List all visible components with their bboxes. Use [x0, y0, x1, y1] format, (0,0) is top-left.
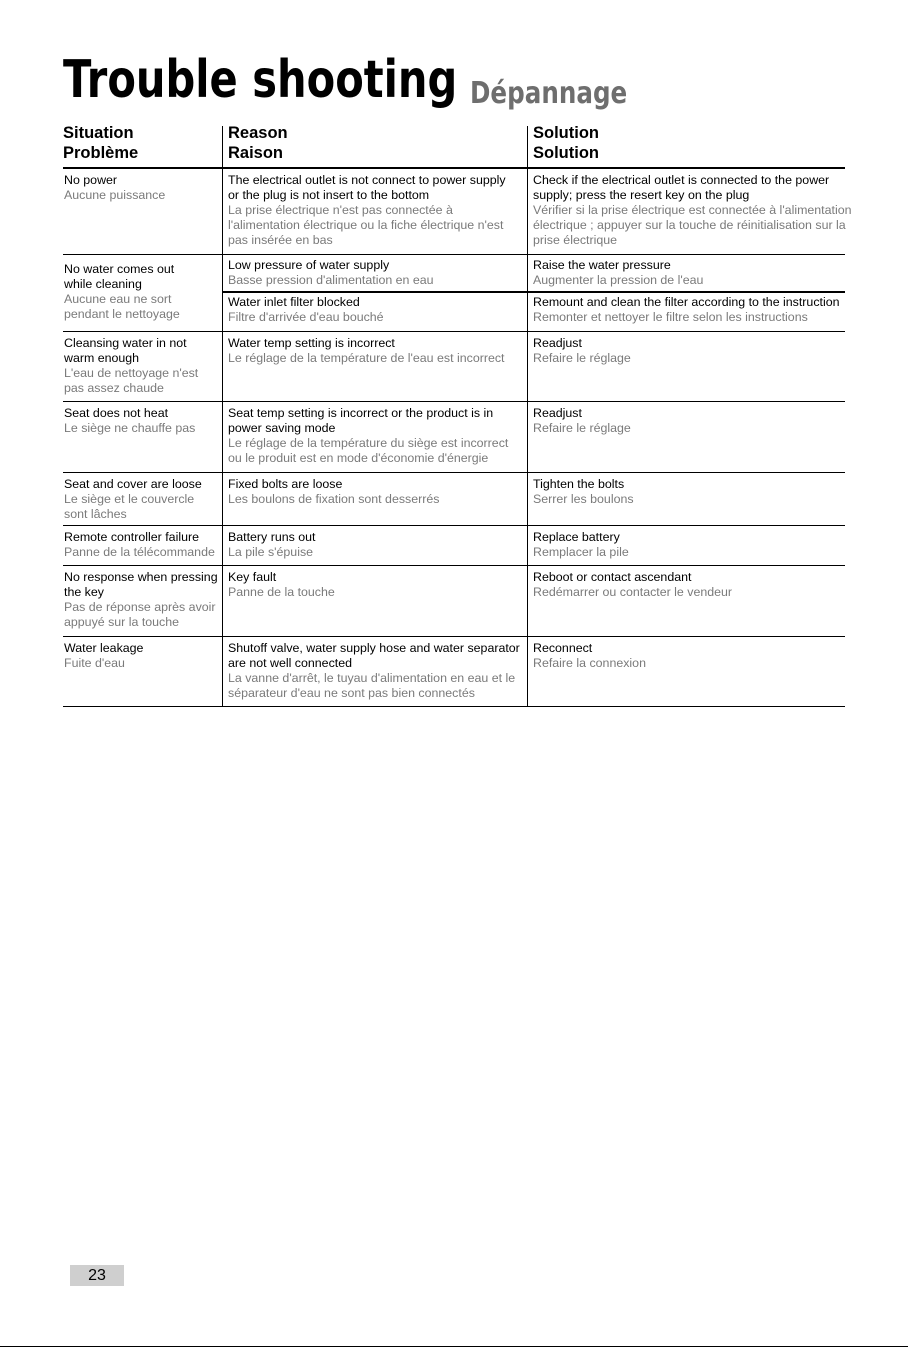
reason-fr: Basse pression d'alimentation en eau — [228, 273, 434, 287]
reason-en: Low pressure of water supply — [228, 258, 390, 272]
solution-en: Replace battery — [533, 530, 620, 544]
page-number: 23 — [70, 1265, 124, 1286]
situation-cell — [64, 570, 218, 630]
solution-fr: Augmenter la pression de l'eau — [533, 273, 704, 287]
row-rule — [63, 525, 845, 526]
situation-en: Seat and cover are loose — [64, 477, 202, 491]
reason-cell — [228, 530, 315, 560]
reason-cell — [228, 406, 508, 466]
row-rule — [63, 254, 845, 255]
situation-fr: Aucune puissance — [64, 188, 166, 202]
reason-cell — [228, 477, 439, 507]
solution-fr: Refaire la connexion — [533, 656, 646, 670]
row-rule — [63, 331, 845, 332]
solution-en: Check if the electrical outlet is connected to the power supply; press the resert key on the plug — [533, 173, 830, 202]
header-reason-fr: Raison — [228, 144, 284, 162]
header-reason — [228, 123, 288, 163]
header-solution-fr: Solution — [533, 144, 599, 162]
header-solution — [533, 123, 599, 163]
solution-en: Tighten the bolts — [533, 477, 625, 491]
column-divider-1 — [222, 126, 223, 707]
row-subrule — [222, 291, 845, 293]
situation-fr: Le siège ne chauffe pas — [64, 421, 196, 435]
reason-en: The electrical outlet is not connect to power supply or the plug is not insert to the bottom — [228, 173, 506, 202]
situation-cell — [64, 406, 195, 436]
solution-fr: Vérifier si la prise électrique est connectée à l'alimentation électrique ; appuyer sur la touche de réinitialisation sur la prise électrique — [533, 203, 852, 247]
solution-en: Reconnect — [533, 641, 593, 655]
situation-en: No water comes out while cleaning — [64, 262, 175, 291]
solution-en: Readjust — [533, 336, 582, 350]
reason-cell — [228, 641, 520, 701]
situation-fr: Panne de la télécommande — [64, 545, 215, 559]
reason-en: Battery runs out — [228, 530, 316, 544]
reason-en: Shutoff valve, water supply hose and water separator are not well connected — [228, 641, 520, 670]
solution-cell — [533, 641, 646, 671]
reason-en: Water inlet filter blocked — [228, 295, 360, 309]
reason-fr: La pile s'épuise — [228, 545, 314, 559]
reason-fr: Le réglage de la température de l'eau est incorrect — [228, 351, 505, 365]
solution-cell — [533, 295, 840, 325]
header-situation-fr: Problème — [63, 144, 139, 162]
title-english: Trouble shooting — [63, 50, 458, 110]
solution-en: Remount and clean the filter according to the instruction — [533, 295, 840, 309]
row-rule — [63, 565, 845, 566]
solution-fr: Serrer les boulons — [533, 492, 634, 506]
column-divider-2 — [527, 126, 528, 707]
reason-en: Key fault — [228, 570, 277, 584]
reason-en: Fixed bolts are loose — [228, 477, 343, 491]
row-rule — [63, 636, 845, 637]
solution-fr: Redémarrer ou contacter le vendeur — [533, 585, 733, 599]
page-bottom-rule — [0, 1346, 908, 1347]
reason-fr: Filtre d'arrivée d'eau bouché — [228, 310, 384, 324]
solution-cell — [533, 570, 732, 600]
reason-fr: La vanne d'arrêt, le tuyau d'alimentation en eau et le séparateur d'eau ne sont pas bien connectés — [228, 671, 516, 700]
header-situation — [63, 123, 138, 163]
solution-fr: Refaire le réglage — [533, 421, 631, 435]
reason-cell — [228, 570, 335, 600]
situation-fr: Aucune eau ne sort pendant le nettoyage — [64, 292, 180, 321]
solution-cell — [533, 530, 629, 560]
header-reason-en: Reason — [228, 124, 288, 142]
solution-en: Raise the water pressure — [533, 258, 671, 272]
situation-en: Remote controller failure — [64, 530, 199, 544]
header-situation-en: Situation — [63, 124, 134, 142]
solution-cell — [533, 336, 631, 366]
situation-fr: Fuite d'eau — [64, 656, 125, 670]
title-french: Dépannage — [470, 76, 628, 111]
situation-fr: L'eau de nettoyage n'est pas assez chaude — [64, 366, 199, 395]
reason-en: Water temp setting is incorrect — [228, 336, 395, 350]
reason-cell — [228, 258, 434, 288]
situation-cell — [64, 173, 165, 203]
situation-en: No response when pressing the key — [64, 570, 218, 599]
solution-fr: Remplacer la pile — [533, 545, 629, 559]
reason-cell — [228, 173, 506, 248]
table-bottom-rule — [63, 706, 845, 707]
solution-en: Reboot or contact ascendant — [533, 570, 692, 584]
situation-cell — [64, 262, 180, 322]
solution-cell — [533, 477, 634, 507]
row-rule — [63, 401, 845, 402]
situation-cell — [64, 530, 215, 560]
situation-fr: Pas de réponse après avoir appuyé sur la touche — [64, 600, 216, 629]
situation-fr: Le siège et le couvercle sont lâches — [64, 492, 195, 521]
situation-cell — [64, 641, 143, 671]
reason-fr: Les boulons de fixation sont desserrés — [228, 492, 440, 506]
situation-en: Seat does not heat — [64, 406, 169, 420]
row-rule — [63, 472, 845, 473]
reason-fr: Le réglage de la température du siège est incorrect ou le produit est en mode d'économie d'énergie — [228, 436, 509, 465]
solution-cell — [533, 258, 703, 288]
reason-en: Seat temp setting is incorrect or the product is in power saving mode — [228, 406, 494, 435]
solution-fr: Refaire le réglage — [533, 351, 631, 365]
header-solution-en: Solution — [533, 124, 599, 142]
solution-fr: Remonter et nettoyer le filtre selon les instructions — [533, 310, 808, 324]
solution-en: Readjust — [533, 406, 582, 420]
situation-cell — [64, 336, 198, 396]
solution-cell — [533, 173, 852, 248]
reason-fr: Panne de la touche — [228, 585, 335, 599]
situation-en: No power — [64, 173, 118, 187]
situation-en: Water leakage — [64, 641, 144, 655]
reason-fr: La prise électrique n'est pas connectée à l'alimentation électrique ou la fiche électrique n'est pas insérée en bas — [228, 203, 504, 247]
reason-cell — [228, 295, 384, 325]
header-rule — [63, 167, 845, 169]
situation-cell — [64, 477, 202, 522]
reason-cell — [228, 336, 505, 366]
solution-cell — [533, 406, 631, 436]
situation-en: Cleansing water in not warm enough — [64, 336, 187, 365]
